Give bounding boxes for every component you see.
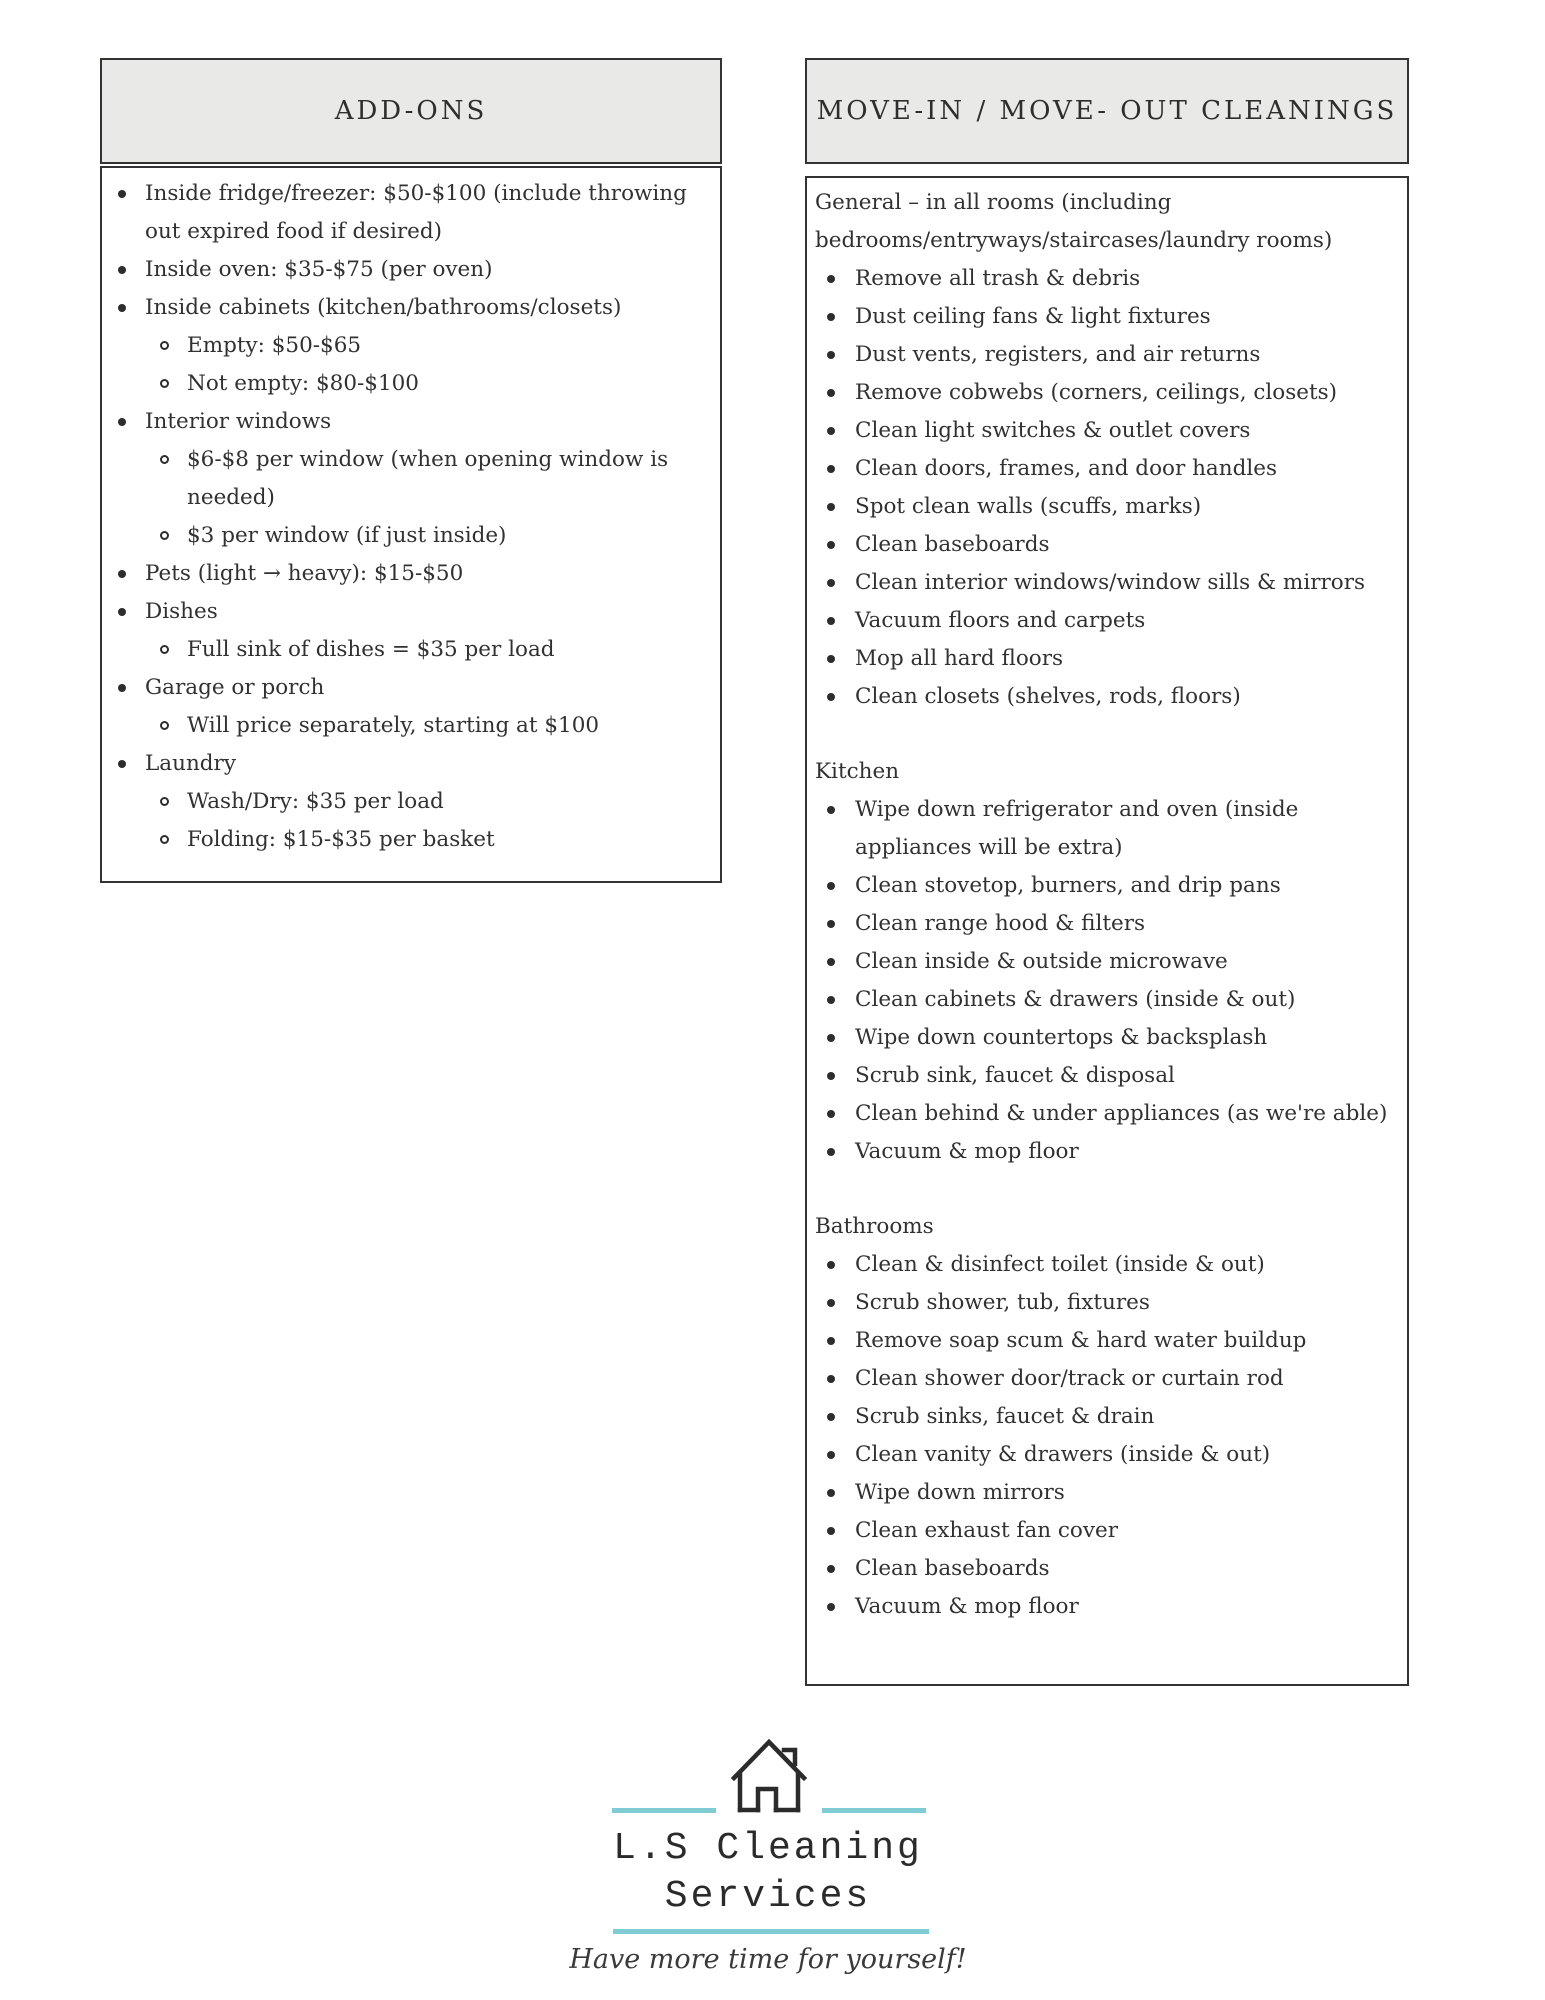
section-bathrooms-list xyxy=(815,1246,1403,1626)
list-item-text: Garage or porch xyxy=(145,675,325,700)
list-item: Scrub sinks, faucet & drain xyxy=(815,1398,1403,1436)
section-general-list xyxy=(815,260,1403,716)
list-item: Dust vents, registers, and air returns xyxy=(815,336,1403,374)
list-item: Clean doors, frames, and door handles xyxy=(815,450,1403,488)
list-item: Clean behind & under appliances (as we're able) xyxy=(815,1095,1403,1133)
list-item-text: Pets (light → heavy): $15-$50 xyxy=(145,561,464,586)
list-item xyxy=(102,745,714,783)
list-item xyxy=(102,631,714,669)
section-kitchen-heading: Kitchen xyxy=(815,759,900,784)
list-item: Clean stovetop, burners, and drip pans xyxy=(815,867,1403,905)
moveout-body xyxy=(805,176,1409,1686)
moveout-header xyxy=(805,58,1409,164)
moveout-title: MOVE-IN / MOVE- OUT CLEANINGS xyxy=(816,96,1398,126)
list-item: Spot clean walls (scuffs, marks) xyxy=(815,488,1403,526)
list-item: Wipe down countertops & backsplash xyxy=(815,1019,1403,1057)
list-item xyxy=(102,441,714,517)
section-bathrooms xyxy=(815,1208,1403,1626)
list-item xyxy=(102,327,714,365)
list-item-text: Inside oven: $35-$75 (per oven) xyxy=(145,257,493,282)
logo-name-line1: L.S Cleaning xyxy=(613,1827,923,1870)
addons-header xyxy=(100,58,722,164)
list-item: Vacuum & mop floor xyxy=(815,1133,1403,1171)
list-item xyxy=(102,821,714,859)
section-general-heading: General – in all rooms (including bedrooms/entryways/staircases/laundry rooms) xyxy=(815,190,1333,253)
list-item: Clean inside & outside microwave xyxy=(815,943,1403,981)
list-item: Wipe down refrigerator and oven (inside appliances will be extra) xyxy=(815,791,1403,867)
list-item xyxy=(102,403,714,441)
list-item: Clean baseboards xyxy=(815,526,1403,564)
list-item-text: Not empty: $80-$100 xyxy=(187,371,419,396)
list-item: Clean & disinfect toilet (inside & out) xyxy=(815,1246,1403,1284)
list-item: Remove soap scum & hard water buildup xyxy=(815,1322,1403,1360)
list-item: Clean light switches & outlet covers xyxy=(815,412,1403,450)
section-general xyxy=(815,184,1403,716)
list-item-text: Dishes xyxy=(145,599,218,624)
list-item xyxy=(102,555,714,593)
list-item: Scrub sink, faucet & disposal xyxy=(815,1057,1403,1095)
list-item-text: Laundry xyxy=(145,751,236,776)
section-kitchen-list xyxy=(815,791,1403,1171)
list-item xyxy=(102,593,714,631)
house-icon xyxy=(729,1738,809,1814)
list-item-text: Interior windows xyxy=(145,409,332,434)
list-item: Vacuum floors and carpets xyxy=(815,602,1403,640)
list-item: Wipe down mirrors xyxy=(815,1474,1403,1512)
list-item xyxy=(102,289,714,327)
list-item-text: $6-$8 per window (when opening window is needed) xyxy=(187,447,669,510)
list-item: Clean baseboards xyxy=(815,1550,1403,1588)
list-item: Clean closets (shelves, rods, floors) xyxy=(815,678,1403,716)
list-item-text: Inside cabinets (kitchen/bathrooms/closets) xyxy=(145,295,622,320)
list-item-text: Inside fridge/freezer: $50-$100 (include throwing out expired food if desired) xyxy=(145,181,687,244)
divider-line-right xyxy=(822,1808,926,1813)
list-item: Dust ceiling fans & light fixtures xyxy=(815,298,1403,336)
list-item: Clean range hood & filters xyxy=(815,905,1403,943)
list-item: Scrub shower, tub, fixtures xyxy=(815,1284,1403,1322)
list-item: Remove cobwebs (corners, ceilings, closets) xyxy=(815,374,1403,412)
section-bathrooms-heading: Bathrooms xyxy=(815,1214,934,1239)
list-item: Clean vanity & drawers (inside & out) xyxy=(815,1436,1403,1474)
addons-list xyxy=(102,175,714,859)
list-item xyxy=(102,707,714,745)
list-item: Mop all hard floors xyxy=(815,640,1403,678)
logo-tagline: Have more time for yourself! xyxy=(569,1944,967,1975)
list-item xyxy=(102,669,714,707)
logo-name-line2: Services xyxy=(664,1875,872,1918)
divider-line-under xyxy=(613,1929,929,1934)
list-item-text: Wash/Dry: $35 per load xyxy=(187,789,444,814)
list-item: Vacuum & mop floor xyxy=(815,1588,1403,1626)
list-item xyxy=(102,251,714,289)
list-item: Clean exhaust fan cover xyxy=(815,1512,1403,1550)
list-item-text: Empty: $50-$65 xyxy=(187,333,362,358)
divider-line-left xyxy=(612,1808,716,1813)
addons-title: ADD-ONS xyxy=(334,96,488,126)
list-item: Remove all trash & debris xyxy=(815,260,1403,298)
list-item xyxy=(102,783,714,821)
list-item: Clean interior windows/window sills & mirrors xyxy=(815,564,1403,602)
list-item-text: Folding: $15-$35 per basket xyxy=(187,827,495,852)
list-item xyxy=(102,175,714,251)
list-item: Clean cabinets & drawers (inside & out) xyxy=(815,981,1403,1019)
list-item xyxy=(102,517,714,555)
list-item-text: Full sink of dishes = $35 per load xyxy=(187,637,555,662)
list-item-text: Will price separately, starting at $100 xyxy=(187,713,600,738)
list-item: Clean shower door/track or curtain rod xyxy=(815,1360,1403,1398)
section-kitchen xyxy=(815,753,1403,1171)
addons-body xyxy=(100,166,722,883)
list-item xyxy=(102,365,714,403)
list-item-text: $3 per window (if just inside) xyxy=(187,523,507,548)
